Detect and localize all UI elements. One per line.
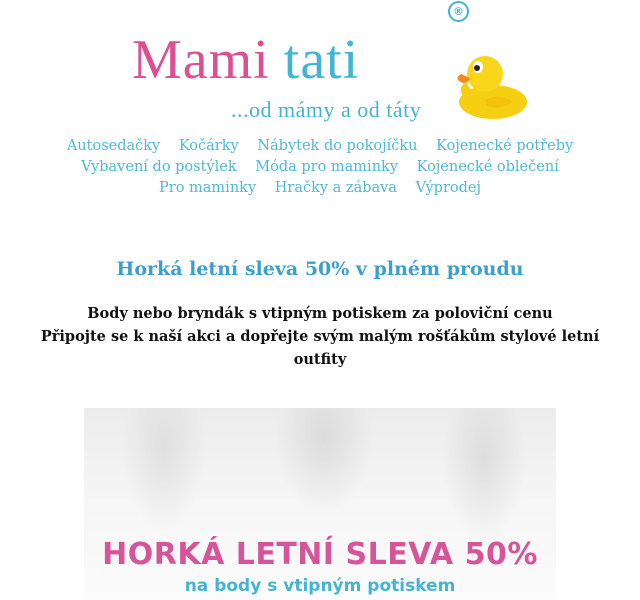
promo-banner[interactable] — [84, 408, 556, 600]
logo-word-tati: tati — [283, 29, 360, 91]
brand-logo[interactable] — [132, 30, 359, 90]
promo-headline: Horká letní sleva 50% v plném proudu — [116, 258, 524, 280]
intro-line-2: Připojte se k naší akci a dopřejte svým malým rošťákům stylové letní outfity — [40, 328, 600, 368]
nav-link-vyprodej[interactable]: Výprodej — [415, 180, 481, 196]
nav-row-1 — [0, 136, 640, 157]
nav-row-2 — [0, 157, 640, 178]
nav-link-hracky[interactable]: Hračky a zábava — [274, 180, 397, 196]
promo-intro — [40, 302, 600, 371]
nav-link-pro-maminky[interactable]: Pro maminky — [159, 180, 257, 196]
banner-title: HORKÁ LETNÍ SLEVA 50% — [102, 537, 538, 572]
logo-tagline: ...od mámy a od táty — [231, 97, 422, 122]
rubber-duck-icon — [455, 52, 529, 120]
nav-link-kojenecke-potreby[interactable]: Kojenecké potřeby — [436, 138, 574, 154]
nav-link-moda[interactable]: Móda pro maminky — [255, 159, 399, 175]
nav-row-3 — [0, 178, 640, 199]
nav-link-kojenecke-obleceni[interactable]: Kojenecké oblečení — [416, 159, 559, 175]
banner-subtitle: na body s vtipným potiskem — [184, 576, 456, 596]
category-nav — [0, 136, 640, 199]
nav-link-autosedacky[interactable]: Autosedačky — [66, 138, 161, 154]
nav-link-nabytek[interactable]: Nábytek do pokojíčku — [257, 138, 418, 154]
logo-word-mami: Mami — [132, 29, 270, 91]
registered-mark-icon: ® — [448, 1, 469, 22]
email-header — [0, 0, 640, 125]
nav-link-vybaveni[interactable]: Vybavení do postýlek — [81, 159, 237, 175]
intro-line-1: Body nebo bryndák s vtipným potiskem za poloviční cenu — [87, 305, 553, 322]
nav-link-kocarky[interactable]: Kočárky — [178, 138, 239, 154]
